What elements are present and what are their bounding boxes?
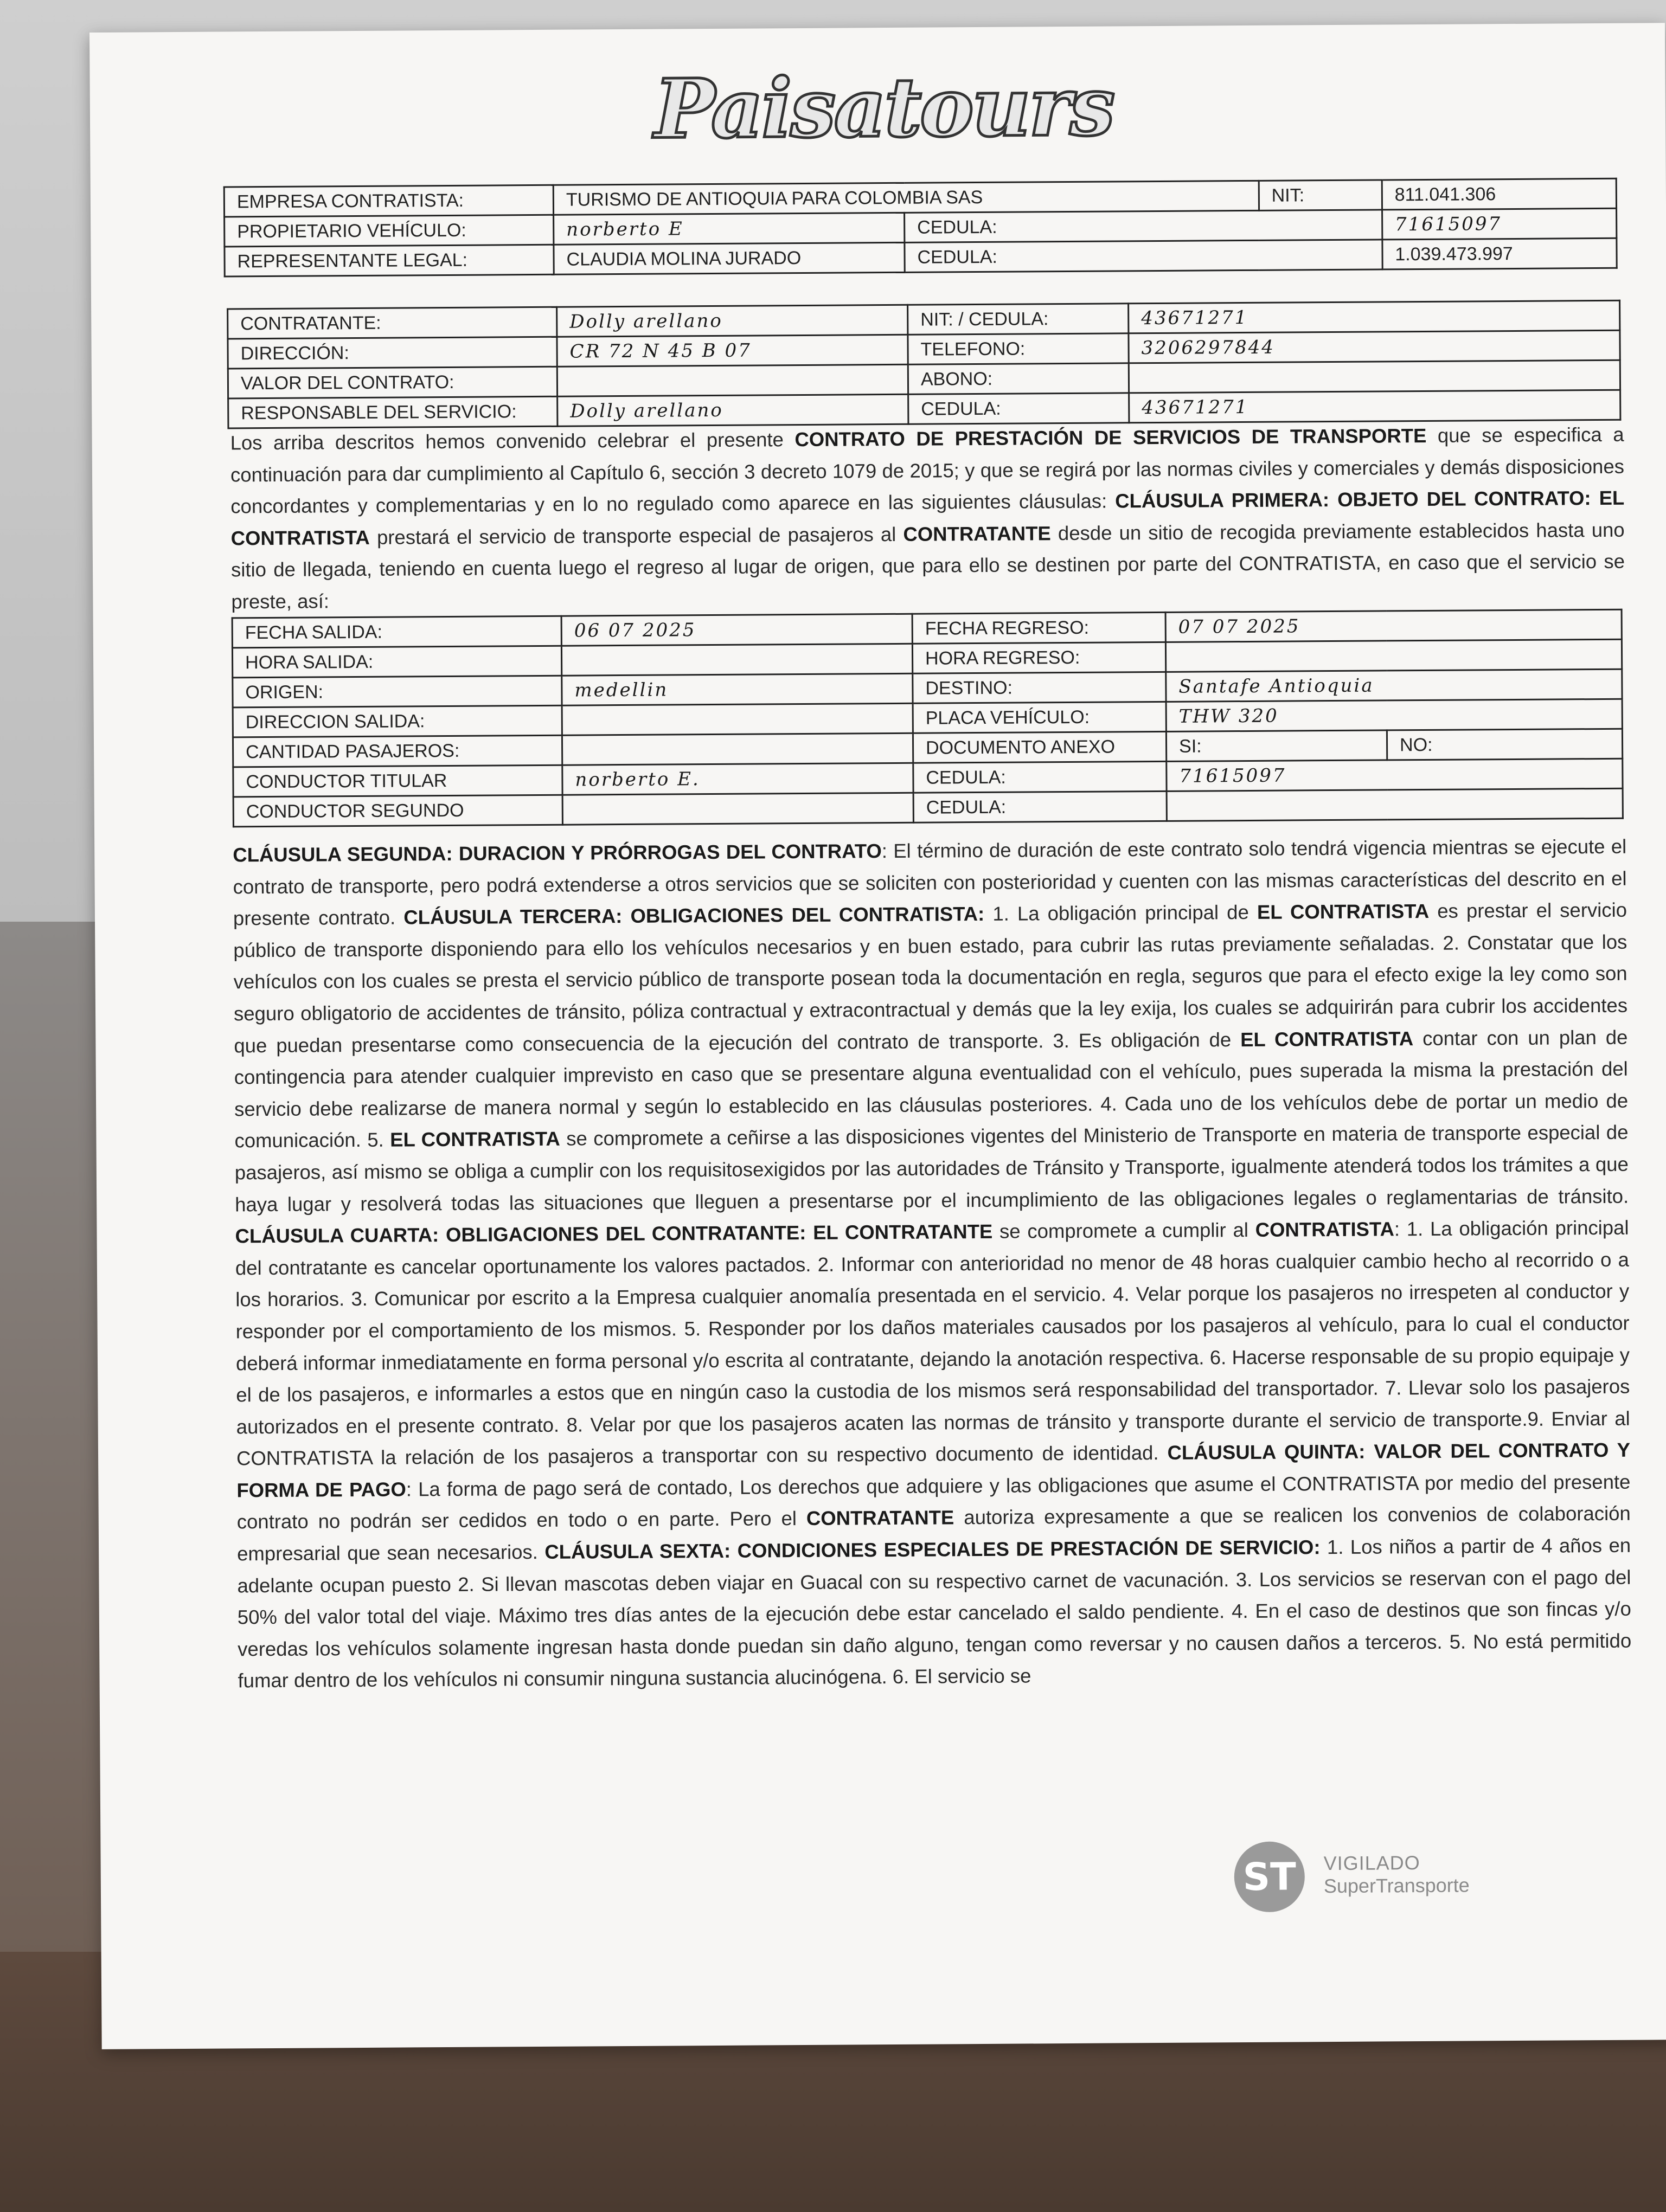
intro-bold-3: CONTRATANTE: [903, 522, 1051, 545]
client-table: [227, 300, 1621, 429]
logo-text: Paisatours: [653, 59, 1113, 157]
supertransporte-label: SuperTransporte: [1323, 1874, 1470, 1898]
trip-table: [232, 609, 1624, 828]
nit-cedula-label: NIT: / CEDULA:: [908, 304, 1129, 335]
direccion-label: DIRECCIÓN:: [228, 337, 557, 369]
cedula-conductor2-value: [1167, 788, 1623, 821]
direccion-salida-value: [562, 703, 913, 735]
supertransporte-logo-icon: ST: [1234, 1841, 1305, 1912]
intro-text-2: que se especifica a continuación para dar cumplimiento al Capítulo 6, sección 3 decreto 1079 de 2015; y que se regirá por las normas civiles y comerciales y demás disposiciones concordantes y complementarias y en lo no regulado como aparece en las siguientes cláusulas:: [230, 423, 1625, 518]
clause-three-title: CLÁUSULA TERCERA: OBLIGACIONES DEL CONTRATISTA:: [403, 903, 985, 929]
fecha-regreso-label: FECHA REGRESO:: [912, 612, 1165, 644]
cedula-conductor1-label: CEDULA:: [913, 761, 1167, 793]
responsable-value: Dolly arellano: [558, 394, 908, 426]
intro-text-4: desde un sitio de recogida previamente establecidos hasta uno sitio de llegada, teniendo en cuenta luego el regreso al lugar de origen, que para ello se destinen por parte del CONTRATISTA, en caso que el servicio se preste, así:: [230, 518, 1625, 613]
cantidad-value: [562, 733, 913, 765]
representante-label: REPRESENTANTE LEGAL:: [225, 245, 554, 276]
cedula-resp-label: CEDULA:: [908, 393, 1129, 424]
vigilado-supertransporte-stamp: [1234, 1840, 1560, 1913]
nit-cedula-value: 43671271: [1129, 300, 1620, 333]
cedula1-label: CEDULA:: [905, 210, 1382, 242]
placa-value: THW 320: [1166, 699, 1622, 731]
nit-label: NIT:: [1259, 180, 1382, 210]
contratante-label: CONTRATANTE:: [228, 307, 557, 339]
placa-label: PLACA VEHÍCULO:: [913, 702, 1166, 733]
contratante-bold: CONTRATANTE: [806, 1506, 954, 1530]
clause-four-title: CLÁUSULA CUARTA: OBLIGACIONES DEL CONTRATANTE: EL CONTRATANTE: [235, 1220, 993, 1248]
contratista-bold-3: EL CONTRATISTA: [390, 1128, 560, 1151]
empresa-label: EMPRESA CONTRATISTA:: [224, 185, 553, 217]
origen-value: medellin: [562, 673, 913, 705]
contratista-bold-1: EL CONTRATISTA: [1257, 900, 1430, 924]
intro-paragraph: [230, 419, 1625, 618]
contratista-bold-2: EL CONTRATISTA: [1240, 1027, 1414, 1051]
intro-text-3: prestará el servicio de transporte especial de pasajeros al: [369, 523, 904, 549]
clause-five-text-1: : La forma de pago será de contado, Los derechos que adquiere y las obligaciones que asume el CONTRATISTA por medio del presente contrato no podrán ser cedidos en todo o en parte. Pero el: [236, 1470, 1631, 1533]
cedula1-value: 71615097: [1382, 208, 1617, 240]
conductor-segundo-label: CONDUCTOR SEGUNDO: [233, 795, 562, 827]
fecha-salida-label: FECHA SALIDA:: [232, 616, 561, 648]
valor-label: VALOR DEL CONTRATO:: [228, 366, 557, 398]
cedula-conductor2-label: CEDULA:: [913, 791, 1167, 822]
representante-value: CLAUDIA MOLINA JURADO: [554, 242, 905, 274]
empresa-value: TURISMO DE ANTIOQUIA PARA COLOMBIA SAS: [553, 181, 1259, 215]
hora-salida-label: HORA SALIDA:: [232, 646, 561, 678]
company-table: [223, 178, 1618, 278]
telefono-value: 3206297844: [1129, 330, 1620, 363]
clause-two-title: CLÁUSULA SEGUNDA: DURACION Y PRÓRROGAS DEL CONTRATO: [233, 840, 882, 866]
clause-four-text-1: se compromete a cumplir al: [992, 1219, 1255, 1243]
documento-anexo-label: DOCUMENTO ANEXO: [913, 731, 1166, 763]
clause-three-text-2: es prestar el servicio público de transporte disponiendo para ello los vehículos necesarios y en buen estado, para cubrir las rutas previamente señaladas. 2. Constatar que los vehículos con los cuales se presta el servicio público de transporte posean toda la documentación en regla, seguros que para el efecto exige la ley como son seguro obligatorio de accidentes de tránsito, póliza contractual y extracontractual y demás que la ley exija, los cuales se adquirirán para cubrir los accidentes que puedan presentarse como consecuencia de la ejecución del contrato de transporte. 3. Es obligación de: [233, 898, 1628, 1057]
direccion-salida-label: DIRECCION SALIDA:: [233, 705, 562, 737]
clauses-paragraph: [233, 831, 1632, 1697]
clause-two-text: : El término de duración de este contrato solo tendrá vigencia mientras se ejecute el contrato de transporte, pero podrá extenderse a otros servicios que se soliciten con posterioridad y cuenten con las mismas características del descrito en el presente contrato.: [233, 835, 1627, 930]
propietario-value: norberto E: [554, 213, 905, 245]
conductor-titular-label: CONDUCTOR TITULAR: [233, 765, 562, 797]
hora-regreso-value: [1165, 639, 1622, 672]
intro-text-1: Los arriba descritos hemos convenido celebrar el presente: [230, 428, 795, 454]
propietario-label: PROPIETARIO VEHÍCULO:: [225, 215, 554, 247]
telefono-label: TELEFONO:: [908, 333, 1129, 364]
clause-three-text-1: 1. La obligación principal de: [984, 901, 1258, 925]
cedula-conductor1-value: 71615097: [1167, 758, 1623, 791]
clause-five-text-2: autoriza expresamente a que se realicen los convenios de colaboración empresarial que sean necesarios.: [237, 1502, 1631, 1565]
responsable-label: RESPONSABLE DEL SERVICIO:: [228, 396, 558, 428]
clause-six-title: CLÁUSULA SEXTA: CONDICIONES ESPECIALES DE PRESTACIÓN DE SERVICIO:: [544, 1536, 1321, 1563]
fecha-salida-value: 06 07 2025: [561, 614, 912, 646]
hora-regreso-label: HORA REGRESO:: [912, 642, 1165, 673]
clause-one-title: CLÁUSULA PRIMERA: OBJETO DEL CONTRATO: EL CONTRATISTA: [230, 486, 1625, 550]
direccion-value: CR 72 N 45 B 07: [557, 335, 908, 366]
contract-page: [89, 23, 1666, 2049]
destino-value: Santafe Antioquia: [1166, 669, 1622, 702]
cedula-resp-value: 43671271: [1129, 390, 1620, 423]
clause-six-text: 1. Los niños a partir de 4 años en adelante ocupan puesto 2. Si llevan mascotas deben viajar en Guacal con su respectivo carnet de vacunación. 3. Los servicios se reservan con el pago del 50% del valor total del viaje. Máximo tres días antes de la ejecución debe estar cancelado el saldo pendiente. 4. En el caso de destinos que son fincas y/o veredas los vehículos solamente ingresan hasta donde puedan sin daño alguno, tengan como reversar y no causen daños a terceros. 5. No está permitido fumar dentro de los vehículos ni consumir ninguna sustancia alucinógena. 6. El servicio se: [237, 1534, 1632, 1692]
origen-label: ORIGEN:: [233, 676, 562, 708]
cedula2-label: CEDULA:: [905, 240, 1382, 272]
abono-label: ABONO:: [908, 363, 1129, 394]
fecha-regreso-value: 07 07 2025: [1165, 609, 1622, 642]
cantidad-label: CANTIDAD PASAJEROS:: [233, 735, 562, 767]
hora-salida-value: [561, 644, 912, 676]
company-logo: [621, 42, 1218, 170]
si-label: SI:: [1166, 730, 1387, 761]
nit-value: 811.041.306: [1382, 178, 1617, 210]
contratante-value: Dolly arellano: [557, 305, 908, 337]
clause-five-title: CLÁUSULA QUINTA: VALOR DEL CONTRATO Y FORMA DE PAGO: [236, 1438, 1631, 1502]
intro-bold-1: CONTRATO DE PRESTACIÓN DE SERVICIOS DE TRANSPORTE: [794, 424, 1427, 451]
cedula2-value: 1.039.473.997: [1382, 238, 1617, 269]
abono-value: [1129, 360, 1620, 393]
clause-three-text-3: contar con un plan de contingencia para atender cualquier imprevisto en caso que se presentare alguna eventualidad con el vehículo, pues superada la misma la prestación del servicio debe realizarse de manera normal y según lo establecido en las cláusulas posteriores. 4. Cada uno de los vehículos debe de portar un medio de comunicación. 5.: [234, 1026, 1629, 1152]
clause-three-text-4: se compromete a ceñirse a las disposiciones vigentes del Ministerio de Transporte en materia de transporte especial de pasajeros, así mismo se obliga a cumplir con los requisitosexigidos por las autoridades de Tránsito y Transporte, igualmente atenderá todos los trámites a que haya lugar y resolverá todas las situaciones que lleguen a presentarse por el incumplimiento de las obligaciones legales o reglamentarias de tránsito.: [234, 1121, 1629, 1216]
vigilado-label: VIGILADO: [1323, 1851, 1420, 1875]
no-label: NO:: [1387, 729, 1622, 760]
conductor-segundo-value: [562, 793, 913, 825]
conductor-titular-value: norberto E.: [562, 763, 913, 795]
destino-label: DESTINO:: [913, 672, 1166, 703]
contratista-bold-4: CONTRATISTA: [1255, 1218, 1394, 1242]
valor-value: [557, 364, 908, 396]
clause-four-text-2: : 1. La obligación principal del contratante es cancelar oportunamente los valores pactados. 2. Informar con anterioridad no menor de 48 horas cualquier cambio hecho al recorrido o a los horarios. 3. Comunicar por escrito a la Empresa cualquier anomalía presentada en el servicio. 4. Velar porque los pasajeros no irrespeten al conductor y responder por el comportamiento de los mismos. 5. Responder por los daños materiales causados por los pasajeros al vehículo, para lo cual el conductor deberá informar inmediatamente en forma personal y/o escrita al contratante, dejando la anotación respectiva. 6. Hacerse responsable de su propio equipaje y el de los pasajeros, e informarles a estos que en ningún caso la custodia de los mismos será responsabilidad del transportador. 7. Llevar solo los pasajeros autorizados en el presente contrato. 8. Velar por que los pasajeros acaten las normas de tránsito y transporte durante el servicio de transporte.9. Enviar al CONTRATISTA la relación de los pasajeros a transportar con su respectivo documento de identidad.: [235, 1216, 1630, 1470]
